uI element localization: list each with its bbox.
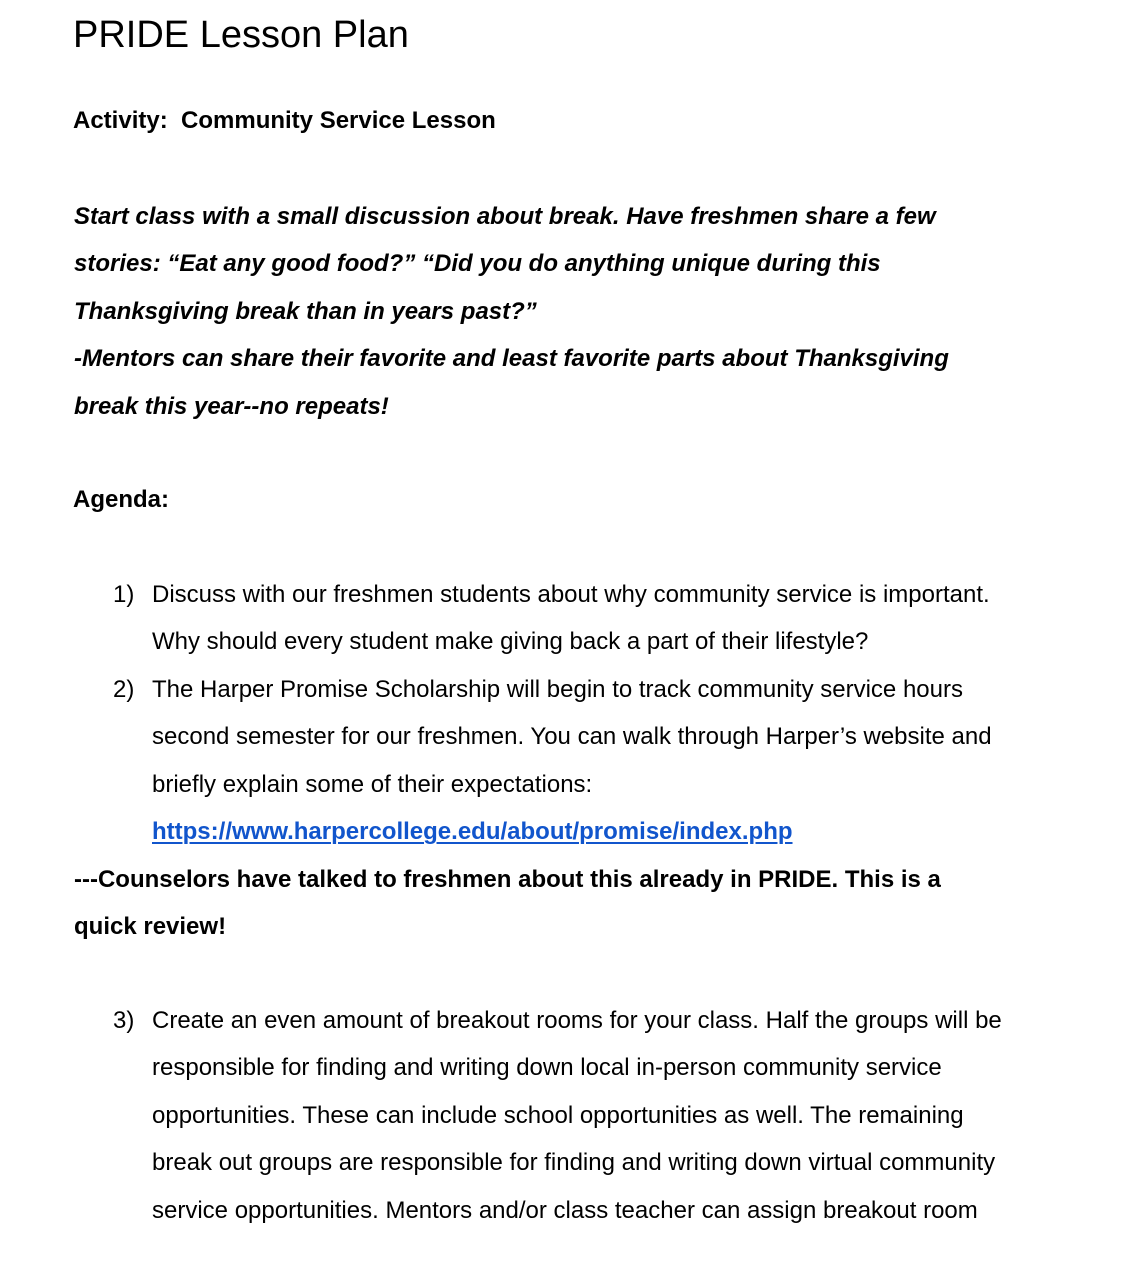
agenda-heading: Agenda: (73, 486, 169, 513)
intro-line: Start class with a small discussion about break. Have freshmen share a few (74, 203, 936, 230)
list-line: break out groups are responsible for finding and writing down virtual community (152, 1149, 996, 1177)
list-line: The Harper Promise Scholarship will begin to track community service hours (152, 676, 963, 703)
list-line: service opportunities. Mentors and/or class teacher can assign breakout room (152, 1196, 978, 1224)
list-line: Create an even amount of breakout rooms for your class. Half the groups will be (152, 1007, 1002, 1034)
intro-line: break this year--no repeats! (74, 392, 389, 420)
note-line: ---Counselors have talked to freshmen about this already in PRIDE. This is a (74, 866, 941, 893)
list-line: briefly explain some of their expectations: (152, 770, 593, 798)
list-number: 3) (113, 1007, 135, 1034)
list-line: Discuss with our freshmen students about why community service is important. (152, 581, 990, 608)
harper-promise-link[interactable]: https://www.harpercollege.edu/about/promise/index.php (152, 818, 793, 846)
list-number: 2) (113, 676, 135, 703)
intro-line: Thanksgiving break than in years past?” (74, 297, 537, 325)
list-line: second semester for our freshmen. You can walk through Harper’s website and (152, 723, 992, 751)
list-line: Why should every student make giving back a part of their lifestyle? (152, 628, 869, 656)
list-item-text (152, 571, 1112, 666)
counselor-note (74, 856, 1074, 951)
intro-line: stories: “Eat any good food?” “Did you do anything unique during this (74, 250, 881, 278)
list-line: responsible for finding and writing down local in-person community service (152, 1054, 942, 1082)
list-line: opportunities. These can include school opportunities as well. The remaining (152, 1101, 964, 1129)
activity-heading: Activity: Community Service Lesson (73, 107, 496, 134)
document-title: PRIDE Lesson Plan (73, 14, 409, 56)
list-number: 1) (113, 581, 135, 608)
note-line: quick review! (74, 913, 227, 941)
list-item-text (152, 997, 1112, 1234)
intro-line: -Mentors can share their favorite and least favorite parts about Thanksgiving (74, 345, 949, 373)
list-item-text (152, 666, 1112, 856)
intro-paragraph (74, 193, 1074, 430)
